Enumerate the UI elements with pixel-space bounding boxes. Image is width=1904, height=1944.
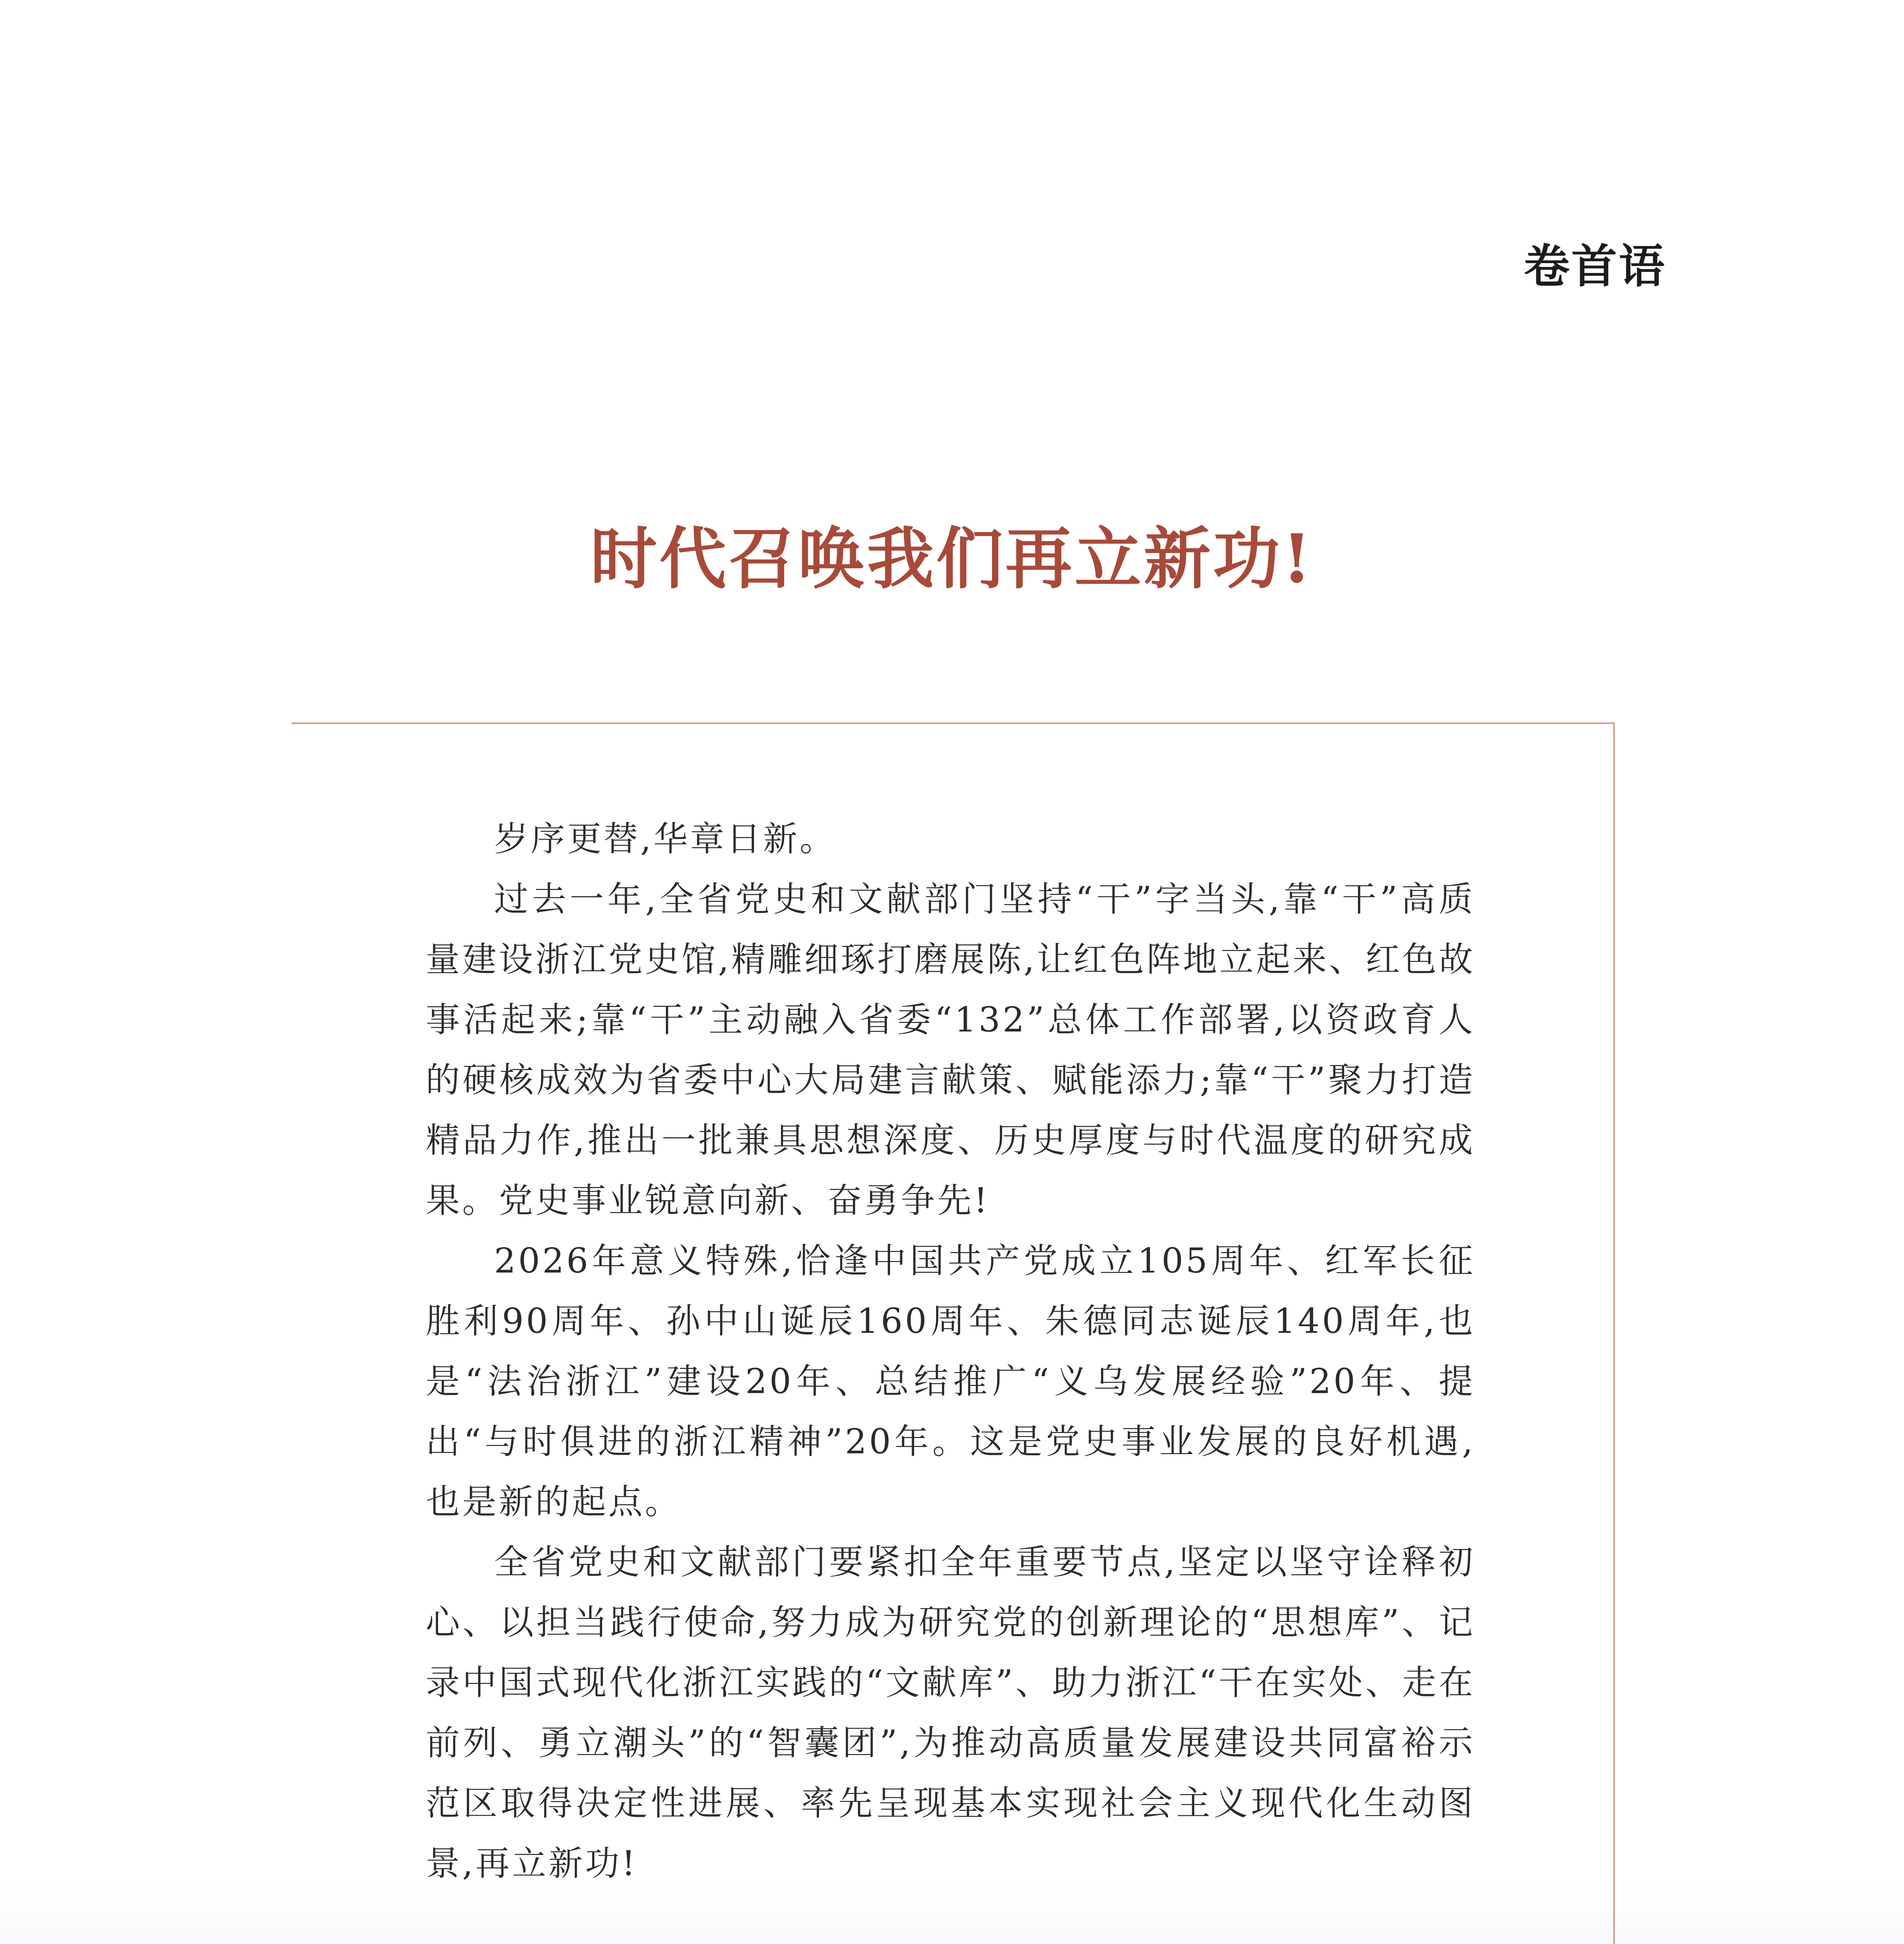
frame-top-line <box>292 722 1614 724</box>
paragraph: 岁序更替,华章日新。 <box>494 819 836 859</box>
paragraph: 过去一年,全省党史和文献部门坚持“干”字当头,靠“干”高质量建设浙江党史馆,精雕细琢打磨展陈,让红色阵地立起来、红色故事活起来;靠“干”主动融入省委“132”总体工作部署,以资政育人的硬核成效为省委中心大局建言献策、赋能添力;靠“干”聚力打造精品力作,推出一批兼具思想深度、历史厚度与时代温度的研究成果。党史事业锐意向新、奋勇争先! <box>426 879 1475 1220</box>
section-label: 卷首语 <box>1524 240 1666 293</box>
page-title: 时代召唤我们再立新功! <box>590 519 1314 598</box>
article-body <box>426 809 1475 1893</box>
paragraph: 全省党史和文献部门要紧扣全年重要节点,坚定以坚守诠释初心、以担当践行使命,努力成为研究党的创新理论的“思想库”、记录中国式现代化浙江实践的“文献库”、助力浙江“干在实处、走在前列、勇立潮头”的“智囊团”,为推动高质量发展建设共同富裕示范区取得决定性进展、率先呈现基本实现社会主义现代化生动图景,再立新功! <box>426 1542 1475 1883</box>
frame-right-line <box>1613 722 1615 1944</box>
paragraph: 2026年意义特殊,恰逢中国共产党成立105周年、红军长征胜利90周年、孙中山诞辰160周年、朱德同志诞辰140周年,也是“法治浙江”建设20年、总结推广“义乌发展经验”20年、提出“与时俱进的浙江精神”20年。这是党史事业发展的良好机遇,也是新的起点。 <box>426 1241 1475 1522</box>
